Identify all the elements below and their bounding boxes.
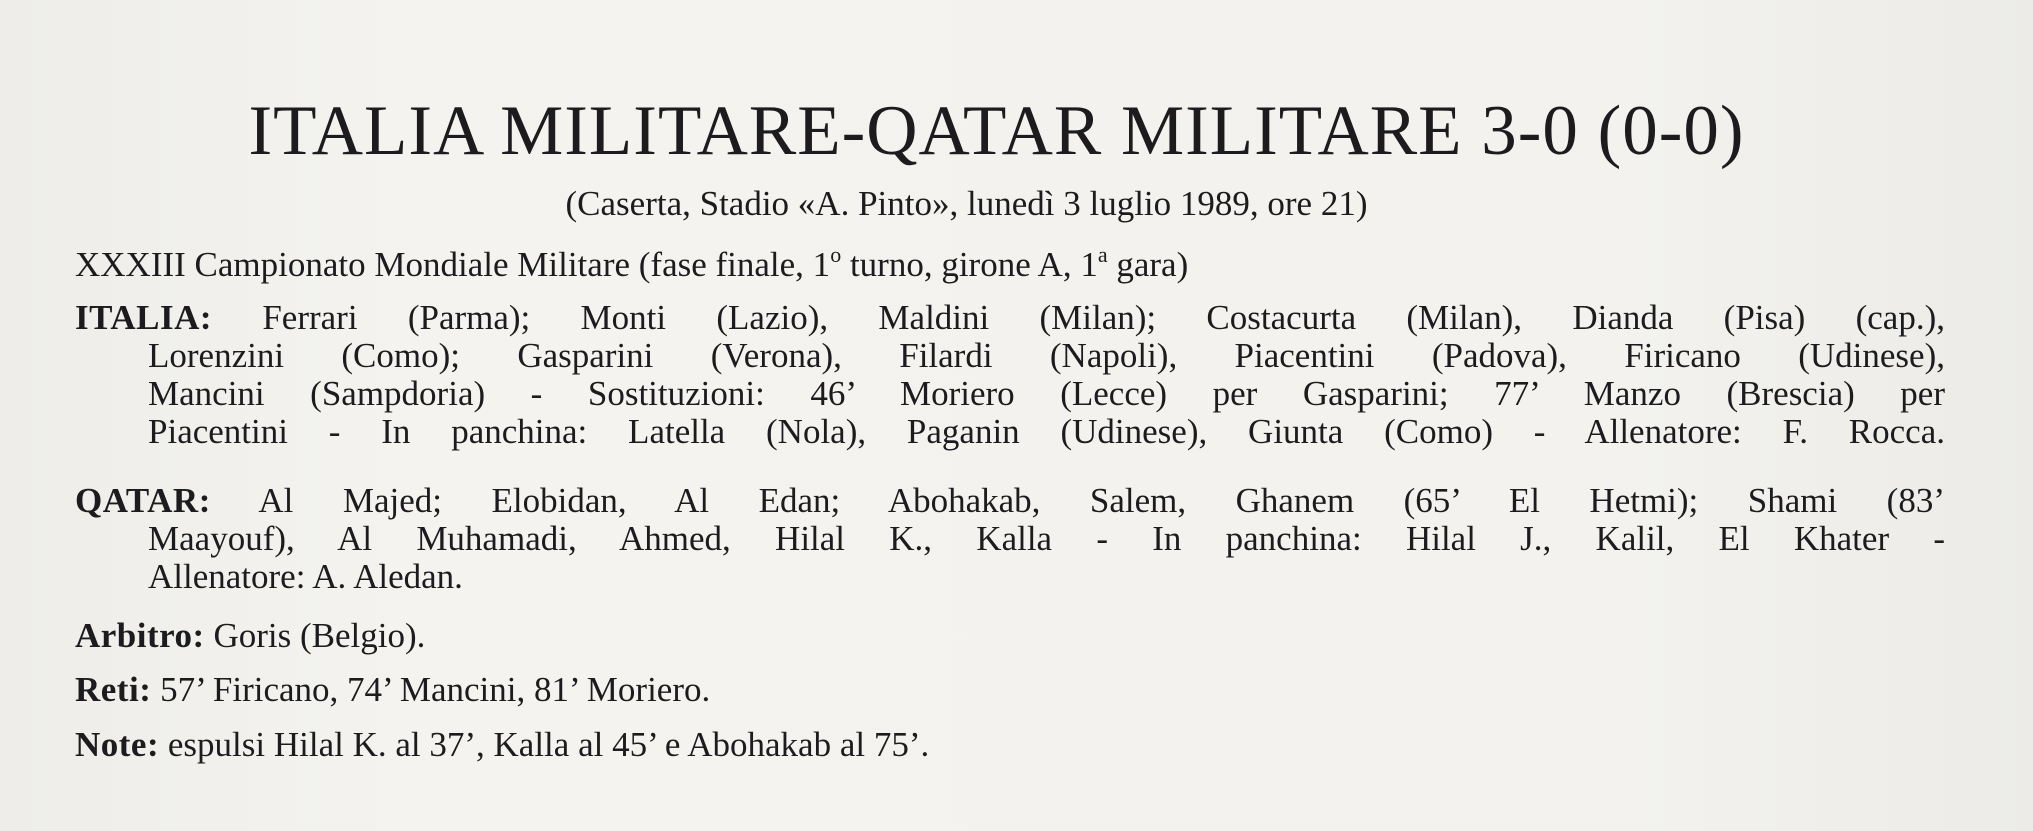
- match-title: [0, 92, 2033, 170]
- lineup-italia-label: ITALIA:: [75, 298, 213, 337]
- lineup-italia-line: Lorenzini (Como); Gasparini (Verona), Filardi (Napoli), Piacentini (Padova), Firicano (Udinese),: [148, 336, 1945, 375]
- lineup-italia-text: Ferrari (Parma); Monti (Lazio), Maldini (Milan); Costacurta (Milan), Dianda (Pisa) (cap.),: [212, 298, 1945, 337]
- lineup-italia: [75, 299, 1945, 451]
- competition-text-2: turno, girone A, 1: [841, 245, 1098, 284]
- competition-ordinal-1: o: [830, 242, 842, 267]
- goals-line: [75, 672, 710, 707]
- lineup-italia-line: Piacentini - In panchina: Latella (Nola), Paganin (Udinese), Giunta (Como) - Allenatore: F. Rocca.: [148, 412, 1945, 451]
- referee-text: Goris (Belgio).: [204, 616, 426, 655]
- referee-label: Arbitro:: [75, 616, 205, 655]
- lineup-qatar-line: Maayouf), Al Muhamadi, Ahmed, Hilal K., Kalla - In panchina: Hilal J., Kalil, El Khater -: [148, 519, 1945, 558]
- competition-line: [75, 242, 1189, 284]
- notes-label: Note:: [75, 725, 160, 764]
- lineup-qatar: [75, 482, 1945, 596]
- match-venue-line: [0, 186, 2033, 221]
- goals-text: 57’ Firicano, 74’ Mancini, 81’ Moriero.: [151, 670, 711, 709]
- lineup-italia-line: Mancini (Sampdoria) - Sostituzioni: 46’ Moriero (Lecce) per Gasparini; 77’ Manzo (Brescia) per: [148, 374, 1945, 413]
- competition-text-3: gara): [1107, 245, 1189, 284]
- competition-text-1: XXXIII Campionato Mondiale Militare (fase finale, 1: [75, 245, 831, 284]
- notes-text: espulsi Hilal K. al 37’, Kalla al 45’ e Abohakab al 75’.: [159, 725, 930, 764]
- competition-ordinal-2: a: [1097, 242, 1108, 267]
- lineup-qatar-text: Al Majed; Elobidan, Al Edan; Abohakab, Salem, Ghanem (65’ El Hetmi); Shami (83’: [210, 481, 1945, 520]
- lineup-qatar-line: [75, 482, 1945, 520]
- match-title-text: ITALIA MILITARE-QATAR MILITARE 3-0 (0-0): [248, 92, 1745, 170]
- match-venue-text: (Caserta, Stadio «A. Pinto», lunedì 3 luglio 1989, ore 21): [565, 184, 1368, 223]
- lineup-qatar-label: QATAR:: [75, 481, 211, 520]
- lineup-qatar-line: Allenatore: A. Aledan.: [148, 557, 463, 596]
- lineup-italia-line: [75, 299, 1945, 337]
- notes-line: [75, 727, 929, 762]
- referee-line: [75, 618, 425, 653]
- goals-label: Reti:: [75, 670, 152, 709]
